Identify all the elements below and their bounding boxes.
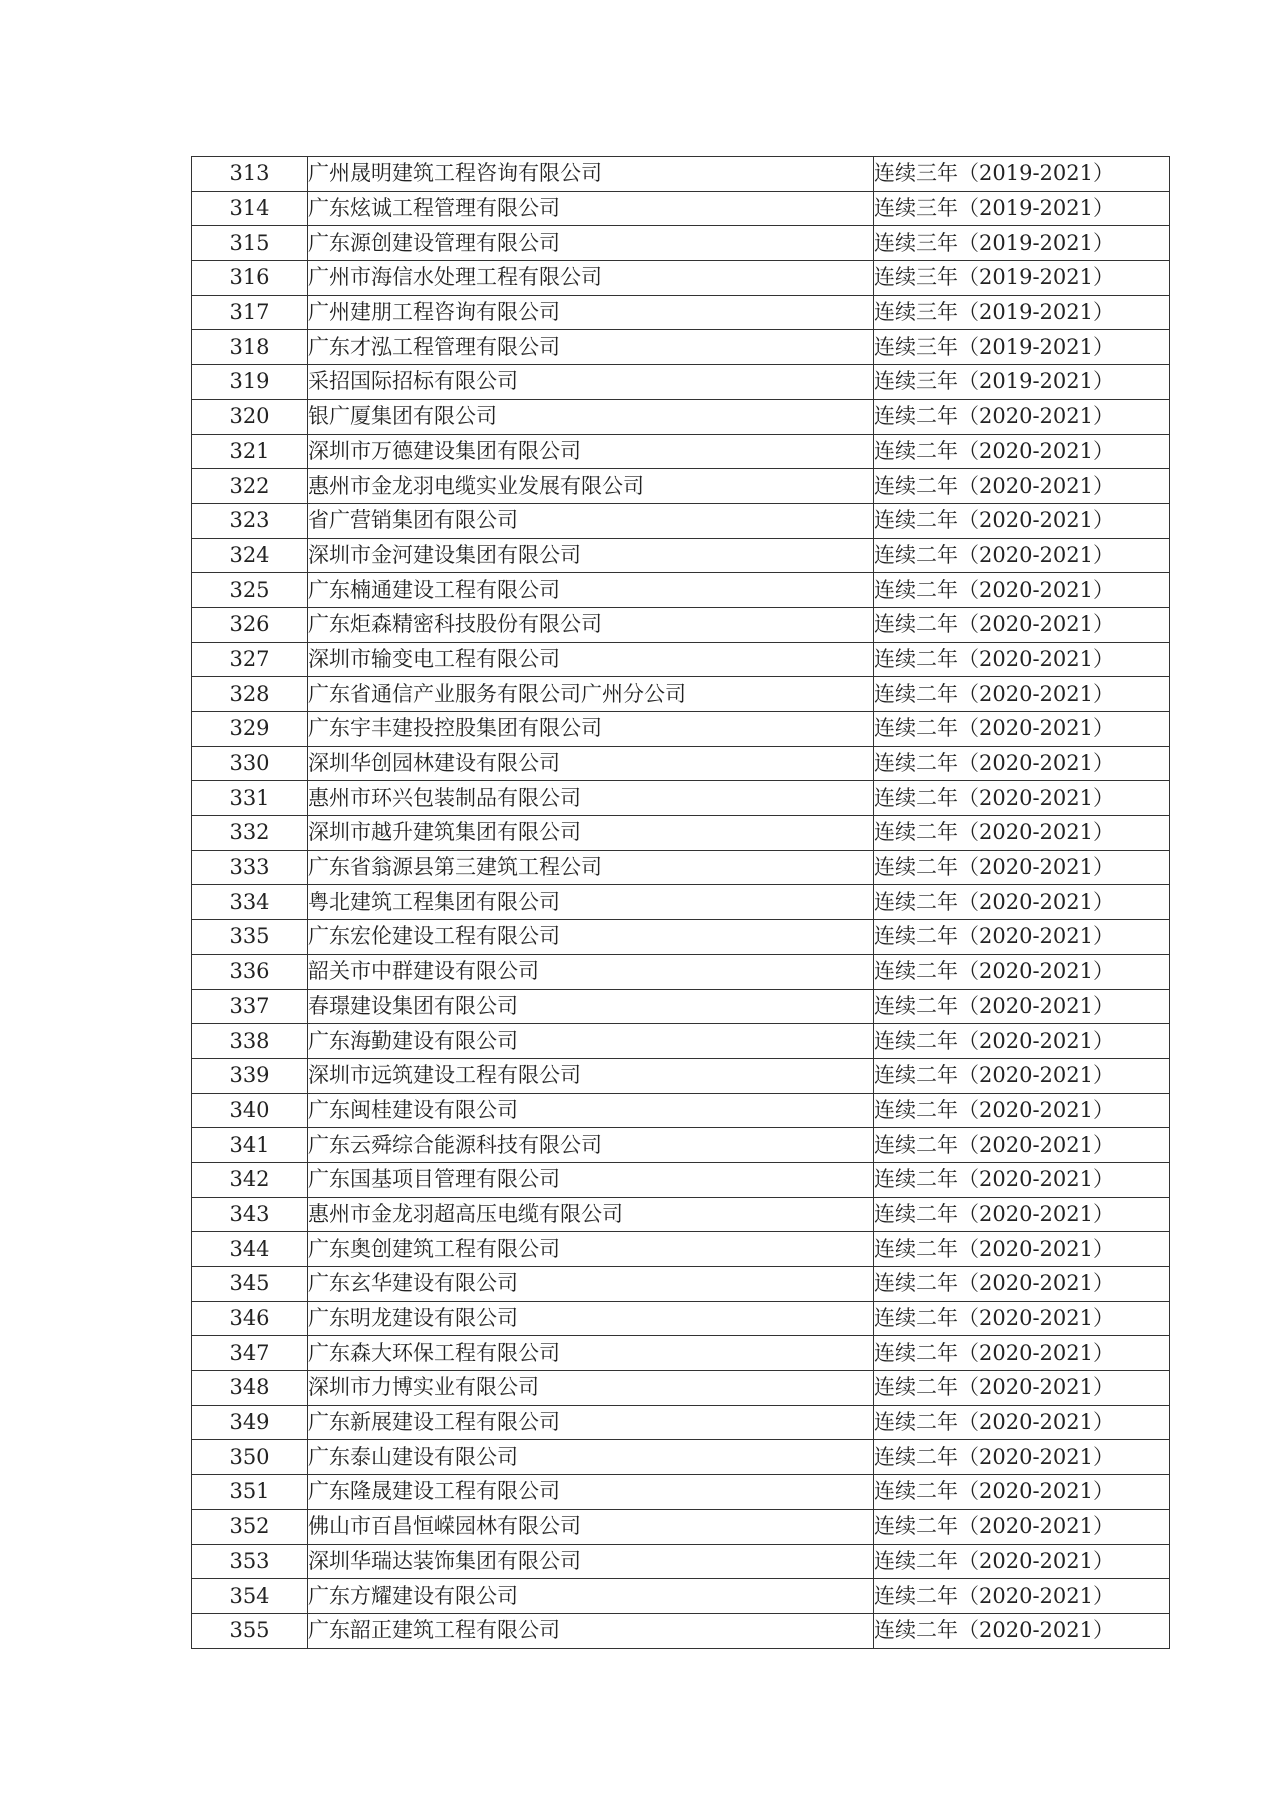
table-row xyxy=(192,1301,1170,1336)
consecutive-years-cell: 连续二年（2020-2021） xyxy=(874,1371,1170,1406)
roster-table-body xyxy=(192,157,1170,1649)
table-row xyxy=(192,1162,1170,1197)
company-name-cell: 广东省通信产业服务有限公司广州分公司 xyxy=(308,677,874,712)
consecutive-years-cell: 连续二年（2020-2021） xyxy=(874,573,1170,608)
consecutive-years-cell: 连续二年（2020-2021） xyxy=(874,1197,1170,1232)
company-name-cell: 广东奥创建筑工程有限公司 xyxy=(308,1232,874,1267)
row-number-cell: 338 xyxy=(192,1024,308,1059)
consecutive-years-cell: 连续三年（2019-2021） xyxy=(874,261,1170,296)
table-row xyxy=(192,677,1170,712)
company-name-cell: 深圳华创园林建设有限公司 xyxy=(308,746,874,781)
row-number-cell: 330 xyxy=(192,746,308,781)
consecutive-years-cell: 连续二年（2020-2021） xyxy=(874,1093,1170,1128)
company-name-cell: 深圳市力博实业有限公司 xyxy=(308,1371,874,1406)
table-row xyxy=(192,816,1170,851)
table-row xyxy=(192,1267,1170,1302)
company-name-cell: 惠州市金龙羽超高压电缆有限公司 xyxy=(308,1197,874,1232)
company-name-cell: 佛山市百昌恒嵘园林有限公司 xyxy=(308,1509,874,1544)
row-number-cell: 315 xyxy=(192,226,308,261)
table-row xyxy=(192,1440,1170,1475)
table-row xyxy=(192,1232,1170,1267)
consecutive-years-cell: 连续三年（2019-2021） xyxy=(874,157,1170,192)
row-number-cell: 316 xyxy=(192,261,308,296)
consecutive-years-cell: 连续二年（2020-2021） xyxy=(874,538,1170,573)
company-name-cell: 省广营销集团有限公司 xyxy=(308,503,874,538)
row-number-cell: 329 xyxy=(192,712,308,747)
consecutive-years-cell: 连续二年（2020-2021） xyxy=(874,816,1170,851)
row-number-cell: 324 xyxy=(192,538,308,573)
table-row xyxy=(192,920,1170,955)
company-name-cell: 广东韶正建筑工程有限公司 xyxy=(308,1613,874,1648)
company-name-cell: 深圳市万德建设集团有限公司 xyxy=(308,434,874,469)
table-row xyxy=(192,1544,1170,1579)
company-name-cell: 广州晟明建筑工程咨询有限公司 xyxy=(308,157,874,192)
company-name-cell: 春璟建设集团有限公司 xyxy=(308,989,874,1024)
table-row xyxy=(192,1058,1170,1093)
consecutive-years-cell: 连续二年（2020-2021） xyxy=(874,642,1170,677)
row-number-cell: 340 xyxy=(192,1093,308,1128)
table-row xyxy=(192,1197,1170,1232)
table-row xyxy=(192,503,1170,538)
consecutive-years-cell: 连续三年（2019-2021） xyxy=(874,226,1170,261)
row-number-cell: 352 xyxy=(192,1509,308,1544)
table-row xyxy=(192,191,1170,226)
table-row xyxy=(192,538,1170,573)
table-row xyxy=(192,1093,1170,1128)
consecutive-years-cell: 连续二年（2020-2021） xyxy=(874,850,1170,885)
table-row xyxy=(192,1613,1170,1648)
consecutive-years-cell: 连续二年（2020-2021） xyxy=(874,1544,1170,1579)
consecutive-years-cell: 连续二年（2020-2021） xyxy=(874,469,1170,504)
table-row xyxy=(192,1579,1170,1614)
table-row xyxy=(192,157,1170,192)
consecutive-years-cell: 连续二年（2020-2021） xyxy=(874,607,1170,642)
row-number-cell: 337 xyxy=(192,989,308,1024)
table-row xyxy=(192,1336,1170,1371)
consecutive-years-cell: 连续三年（2019-2021） xyxy=(874,295,1170,330)
row-number-cell: 314 xyxy=(192,191,308,226)
consecutive-years-cell: 连续二年（2020-2021） xyxy=(874,989,1170,1024)
company-name-cell: 广东泰山建设有限公司 xyxy=(308,1440,874,1475)
consecutive-years-cell: 连续二年（2020-2021） xyxy=(874,1509,1170,1544)
row-number-cell: 351 xyxy=(192,1475,308,1510)
row-number-cell: 348 xyxy=(192,1371,308,1406)
row-number-cell: 319 xyxy=(192,365,308,400)
company-name-cell: 广东楠通建设工程有限公司 xyxy=(308,573,874,608)
row-number-cell: 342 xyxy=(192,1162,308,1197)
row-number-cell: 332 xyxy=(192,816,308,851)
consecutive-years-cell: 连续二年（2020-2021） xyxy=(874,1613,1170,1648)
company-name-cell: 广东炫诚工程管理有限公司 xyxy=(308,191,874,226)
company-name-cell: 广东才泓工程管理有限公司 xyxy=(308,330,874,365)
consecutive-years-cell: 连续二年（2020-2021） xyxy=(874,434,1170,469)
table-row xyxy=(192,295,1170,330)
table-row xyxy=(192,1371,1170,1406)
company-name-cell: 广东森大环保工程有限公司 xyxy=(308,1336,874,1371)
table-row xyxy=(192,399,1170,434)
table-row xyxy=(192,781,1170,816)
table-row xyxy=(192,1128,1170,1163)
row-number-cell: 341 xyxy=(192,1128,308,1163)
row-number-cell: 327 xyxy=(192,642,308,677)
table-row xyxy=(192,573,1170,608)
consecutive-years-cell: 连续二年（2020-2021） xyxy=(874,677,1170,712)
consecutive-years-cell: 连续三年（2019-2021） xyxy=(874,191,1170,226)
company-name-cell: 广东省翁源县第三建筑工程公司 xyxy=(308,850,874,885)
company-name-cell: 广东宇丰建投控股集团有限公司 xyxy=(308,712,874,747)
company-name-cell: 广东新展建设工程有限公司 xyxy=(308,1405,874,1440)
company-name-cell: 深圳华瑞达装饰集团有限公司 xyxy=(308,1544,874,1579)
row-number-cell: 317 xyxy=(192,295,308,330)
company-name-cell: 惠州市金龙羽电缆实业发展有限公司 xyxy=(308,469,874,504)
company-name-cell: 广州市海信水处理工程有限公司 xyxy=(308,261,874,296)
row-number-cell: 325 xyxy=(192,573,308,608)
row-number-cell: 326 xyxy=(192,607,308,642)
row-number-cell: 350 xyxy=(192,1440,308,1475)
row-number-cell: 347 xyxy=(192,1336,308,1371)
table-row xyxy=(192,642,1170,677)
table-row xyxy=(192,1024,1170,1059)
consecutive-years-cell: 连续二年（2020-2021） xyxy=(874,1475,1170,1510)
company-name-cell: 广东隆晟建设工程有限公司 xyxy=(308,1475,874,1510)
row-number-cell: 320 xyxy=(192,399,308,434)
row-number-cell: 335 xyxy=(192,920,308,955)
company-name-cell: 广东炬森精密科技股份有限公司 xyxy=(308,607,874,642)
consecutive-years-cell: 连续三年（2019-2021） xyxy=(874,365,1170,400)
row-number-cell: 328 xyxy=(192,677,308,712)
row-number-cell: 333 xyxy=(192,850,308,885)
table-row xyxy=(192,850,1170,885)
company-name-cell: 深圳市远筑建设工程有限公司 xyxy=(308,1058,874,1093)
consecutive-years-cell: 连续二年（2020-2021） xyxy=(874,399,1170,434)
row-number-cell: 344 xyxy=(192,1232,308,1267)
company-name-cell: 广东明龙建设有限公司 xyxy=(308,1301,874,1336)
row-number-cell: 343 xyxy=(192,1197,308,1232)
consecutive-years-cell: 连续二年（2020-2021） xyxy=(874,781,1170,816)
row-number-cell: 346 xyxy=(192,1301,308,1336)
company-name-cell: 广东玄华建设有限公司 xyxy=(308,1267,874,1302)
consecutive-years-cell: 连续三年（2019-2021） xyxy=(874,330,1170,365)
company-name-cell: 惠州市环兴包装制品有限公司 xyxy=(308,781,874,816)
consecutive-years-cell: 连续二年（2020-2021） xyxy=(874,1162,1170,1197)
company-name-cell: 深圳市越升建筑集团有限公司 xyxy=(308,816,874,851)
row-number-cell: 313 xyxy=(192,157,308,192)
row-number-cell: 336 xyxy=(192,954,308,989)
company-name-cell: 广东国基项目管理有限公司 xyxy=(308,1162,874,1197)
company-name-cell: 广东海勤建设有限公司 xyxy=(308,1024,874,1059)
row-number-cell: 349 xyxy=(192,1405,308,1440)
row-number-cell: 322 xyxy=(192,469,308,504)
table-row xyxy=(192,469,1170,504)
consecutive-years-cell: 连续二年（2020-2021） xyxy=(874,1440,1170,1475)
company-name-cell: 韶关市中群建设有限公司 xyxy=(308,954,874,989)
row-number-cell: 339 xyxy=(192,1058,308,1093)
consecutive-years-cell: 连续二年（2020-2021） xyxy=(874,1058,1170,1093)
row-number-cell: 355 xyxy=(192,1613,308,1648)
company-name-cell: 广东云舜综合能源科技有限公司 xyxy=(308,1128,874,1163)
row-number-cell: 331 xyxy=(192,781,308,816)
company-name-cell: 广东宏伦建设工程有限公司 xyxy=(308,920,874,955)
row-number-cell: 334 xyxy=(192,885,308,920)
row-number-cell: 323 xyxy=(192,503,308,538)
consecutive-years-cell: 连续二年（2020-2021） xyxy=(874,1405,1170,1440)
company-name-cell: 粤北建筑工程集团有限公司 xyxy=(308,885,874,920)
table-row xyxy=(192,885,1170,920)
company-name-cell: 广东闽桂建设有限公司 xyxy=(308,1093,874,1128)
table-row xyxy=(192,434,1170,469)
consecutive-years-cell: 连续二年（2020-2021） xyxy=(874,503,1170,538)
table-row xyxy=(192,365,1170,400)
company-name-cell: 深圳市输变电工程有限公司 xyxy=(308,642,874,677)
table-row xyxy=(192,1509,1170,1544)
company-roster-table xyxy=(191,156,1170,1649)
consecutive-years-cell: 连续二年（2020-2021） xyxy=(874,1336,1170,1371)
company-name-cell: 采招国际招标有限公司 xyxy=(308,365,874,400)
table-row xyxy=(192,989,1170,1024)
table-row xyxy=(192,330,1170,365)
company-name-cell: 银广厦集团有限公司 xyxy=(308,399,874,434)
company-name-cell: 广东方耀建设有限公司 xyxy=(308,1579,874,1614)
row-number-cell: 354 xyxy=(192,1579,308,1614)
table-row xyxy=(192,746,1170,781)
table-row xyxy=(192,712,1170,747)
consecutive-years-cell: 连续二年（2020-2021） xyxy=(874,954,1170,989)
consecutive-years-cell: 连续二年（2020-2021） xyxy=(874,920,1170,955)
consecutive-years-cell: 连续二年（2020-2021） xyxy=(874,712,1170,747)
table-row xyxy=(192,1475,1170,1510)
consecutive-years-cell: 连续二年（2020-2021） xyxy=(874,1232,1170,1267)
row-number-cell: 318 xyxy=(192,330,308,365)
table-row xyxy=(192,226,1170,261)
row-number-cell: 353 xyxy=(192,1544,308,1579)
consecutive-years-cell: 连续二年（2020-2021） xyxy=(874,1024,1170,1059)
consecutive-years-cell: 连续二年（2020-2021） xyxy=(874,1301,1170,1336)
row-number-cell: 345 xyxy=(192,1267,308,1302)
consecutive-years-cell: 连续二年（2020-2021） xyxy=(874,1579,1170,1614)
table-row xyxy=(192,607,1170,642)
company-name-cell: 深圳市金河建设集团有限公司 xyxy=(308,538,874,573)
company-name-cell: 广东源创建设管理有限公司 xyxy=(308,226,874,261)
row-number-cell: 321 xyxy=(192,434,308,469)
table-row xyxy=(192,261,1170,296)
consecutive-years-cell: 连续二年（2020-2021） xyxy=(874,746,1170,781)
company-name-cell: 广州建朋工程咨询有限公司 xyxy=(308,295,874,330)
table-row xyxy=(192,954,1170,989)
consecutive-years-cell: 连续二年（2020-2021） xyxy=(874,1128,1170,1163)
table-row xyxy=(192,1405,1170,1440)
consecutive-years-cell: 连续二年（2020-2021） xyxy=(874,1267,1170,1302)
consecutive-years-cell: 连续二年（2020-2021） xyxy=(874,885,1170,920)
